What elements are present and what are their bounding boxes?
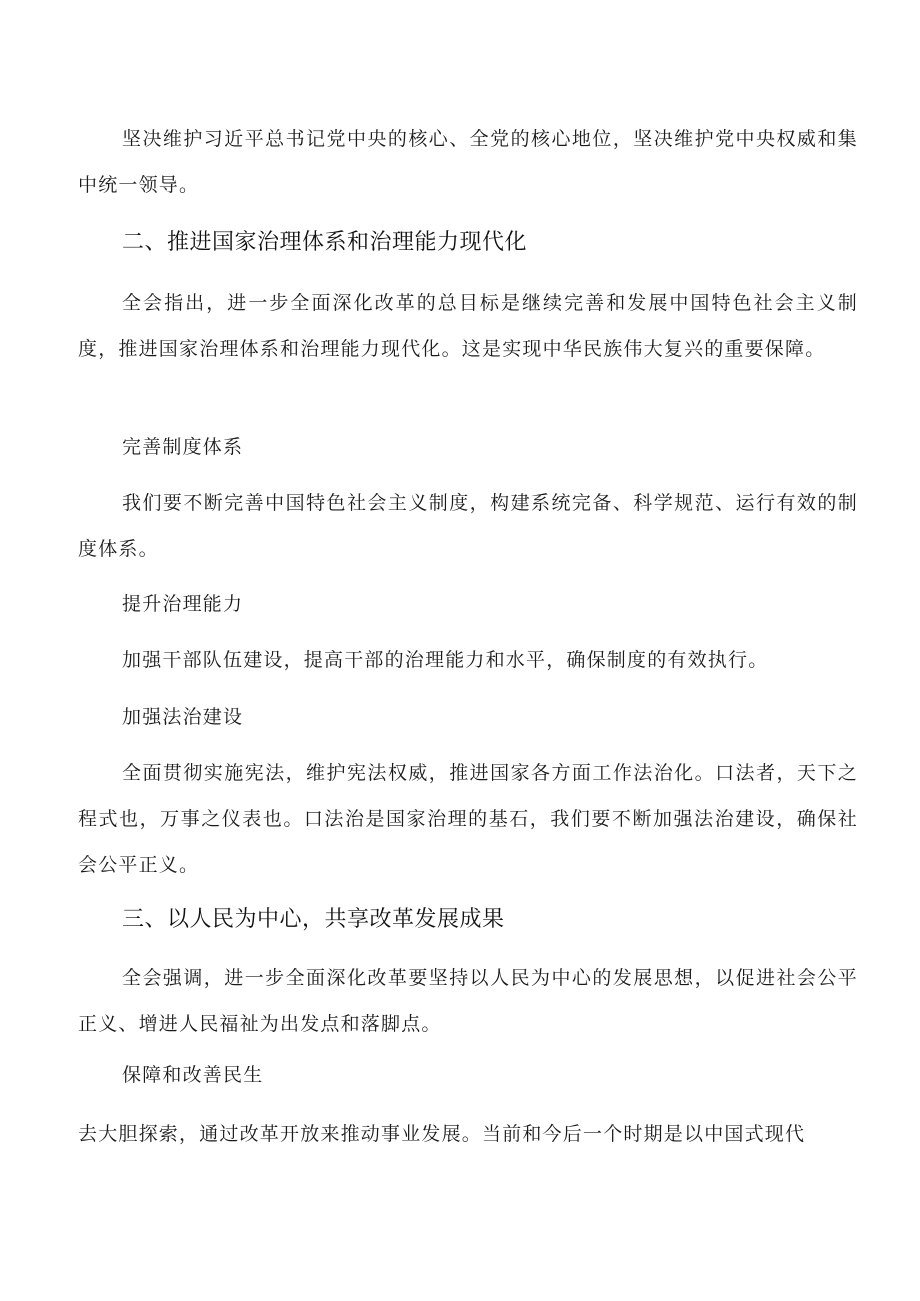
- body-paragraph: 全面贯彻实施宪法，维护宪法权威，推进国家各方面工作法治化。口法者，天下之程式也，万事之仪表也。口法治是国家治理的基石，我们要不断加强法治建设，确保社会公平正义。: [78, 762, 858, 876]
- body-paragraph: 全会强调，进一步全面深化改革要坚持以人民为中心的发展思想，以促进社会公平正义、增进人民福祉为出发点和落脚点。: [78, 967, 858, 1035]
- body-paragraph: 坚决维护习近平总书记党中央的核心、全党的核心地位，坚决维护党中央权威和集中统一领导。: [78, 128, 858, 196]
- subheading: 完善制度体系: [122, 436, 244, 458]
- subheading: 保障和改善民生: [122, 1064, 264, 1086]
- body-paragraph: 去大胆探索，通过改革开放来推动事业发展。当前和今后一个时期是以中国式现代: [78, 1123, 806, 1145]
- body-paragraph: 加强干部队伍建设，提高干部的治理能力和水平，确保制度的有效执行。: [122, 649, 769, 671]
- section-heading: 三、以人民为中心，共享改革发展成果: [122, 907, 505, 932]
- body-paragraph: 我们要不断完善中国特色社会主义制度，构建系统完备、科学规范、运行有效的制度体系。: [78, 492, 858, 560]
- body-paragraph: 全会指出，进一步全面深化改革的总目标是继续完善和发展中国特色社会主义制度，推进国家治理体系和治理能力现代化。这是实现中华民族伟大复兴的重要保障。: [78, 292, 858, 360]
- subheading: 提升治理能力: [122, 593, 244, 615]
- subheading: 加强法治建设: [122, 706, 244, 728]
- section-heading: 二、推进国家治理体系和治理能力现代化: [122, 230, 528, 255]
